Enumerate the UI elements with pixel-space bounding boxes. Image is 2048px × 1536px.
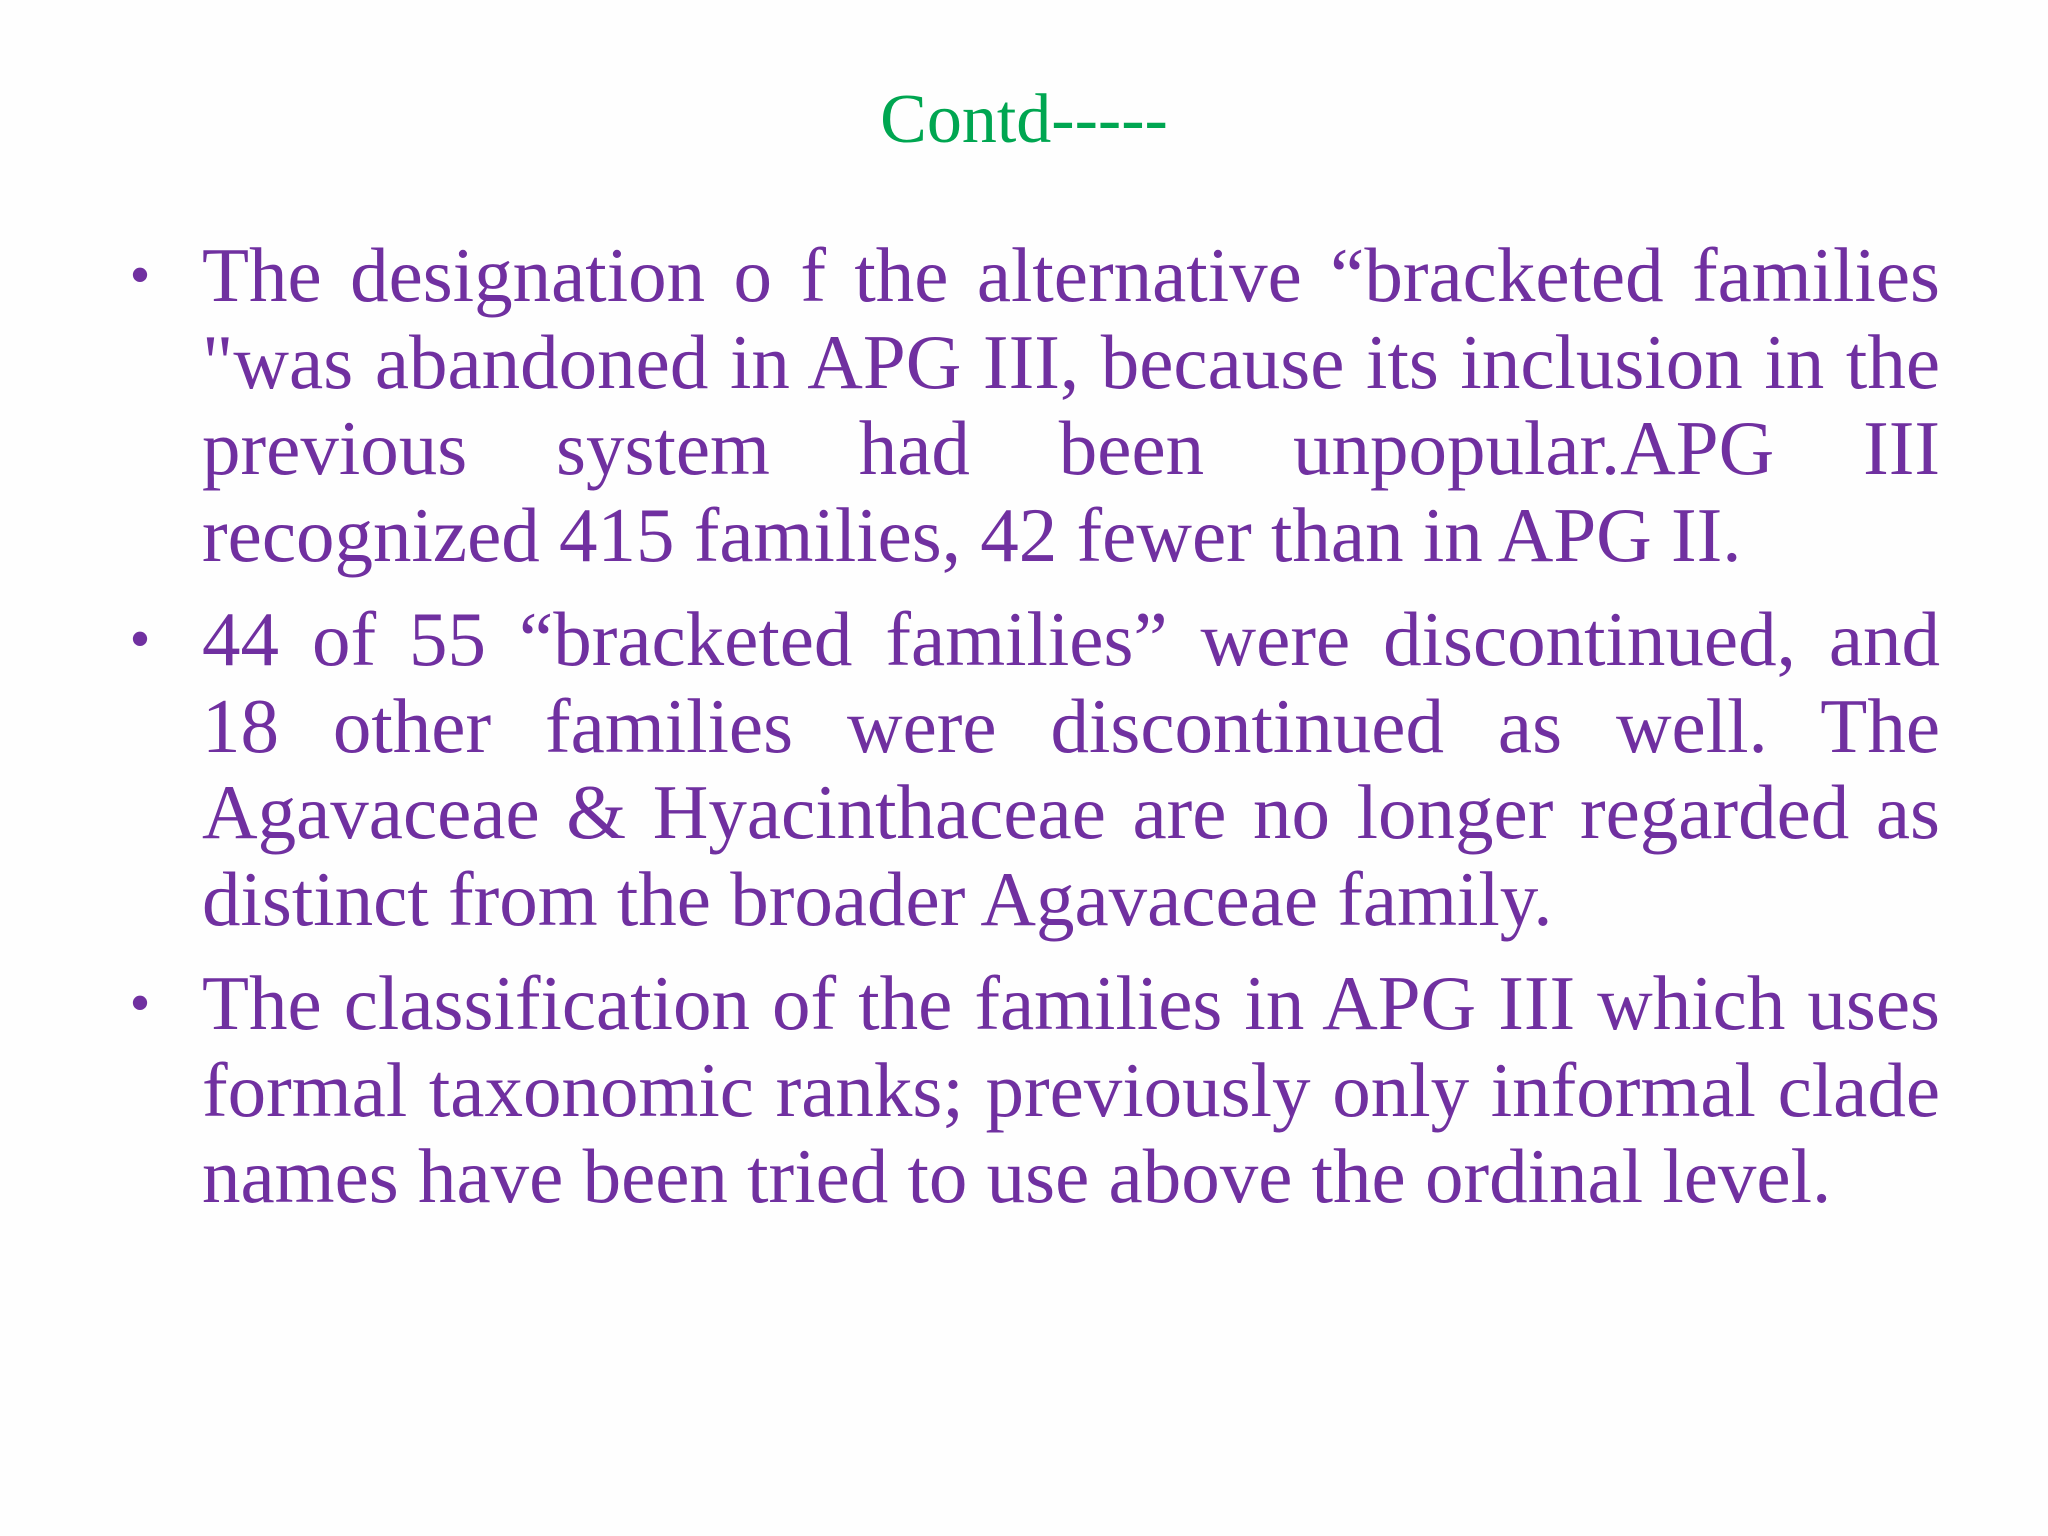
- bullet-text: The classification of the families in APG III which uses formal taxonomic ranks; previously only informal clade names have been tried to use above the ordinal level.: [202, 960, 1940, 1219]
- bullet-item-3: [120, 960, 1940, 1220]
- bullet-item-2: [120, 596, 1940, 942]
- bullet-list: [120, 232, 1940, 1238]
- bullet-icon: •: [129, 242, 151, 308]
- bullet-icon: •: [129, 970, 151, 1036]
- bullet-icon: •: [129, 606, 151, 672]
- slide-title: Contd-----: [880, 81, 1168, 158]
- bullet-text: The designation o f the alternative “bracketed families "was abandoned in APG III, because its inclusion in the previous system had been unpopular.APG III recognized 415 families, 42 fewer than in APG II.: [202, 232, 1940, 578]
- bullet-item-1: [120, 232, 1940, 578]
- bullet-text: 44 of 55 “bracketed families” were discontinued, and 18 other families were discontinued as well. The Agavaceae & Hyacinthaceae are no longer regarded as distinct from the broader Agavaceae family.: [202, 596, 1940, 942]
